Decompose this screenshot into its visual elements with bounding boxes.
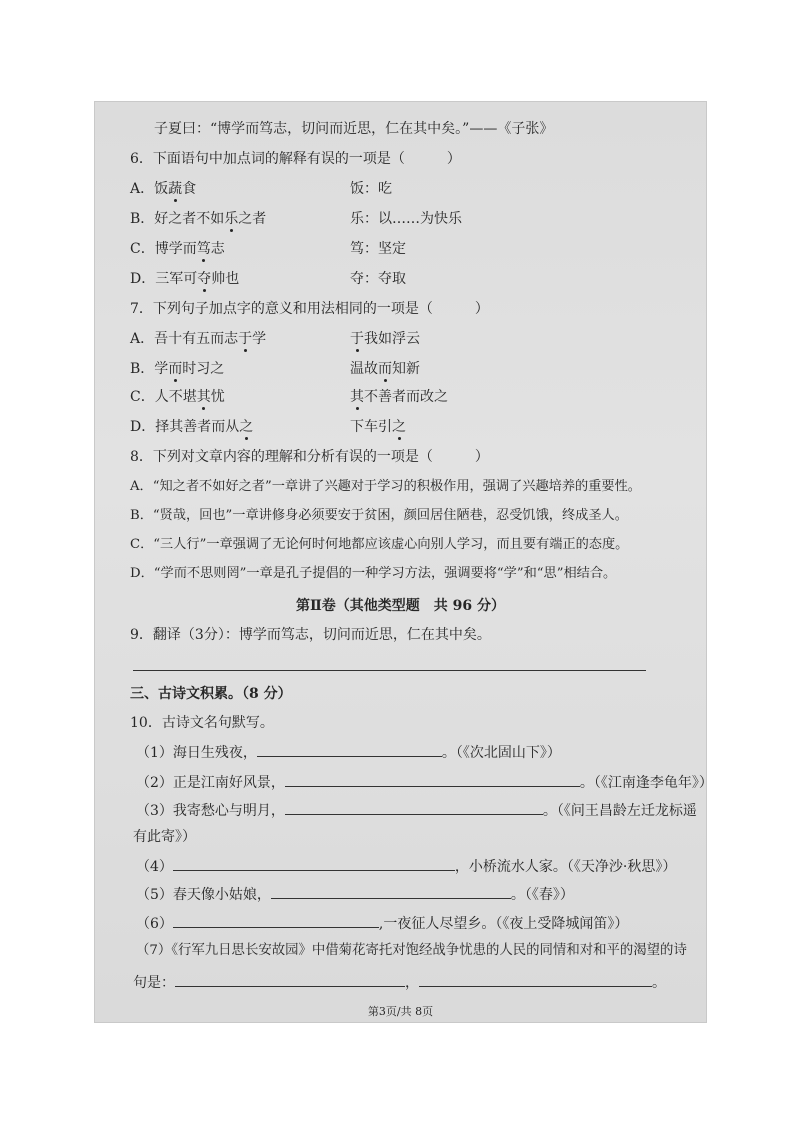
q6-option-d: D．三军可夺帅也 bbox=[130, 271, 240, 287]
q10-item-2: （2）正是江南好风景， 。（《江南逢李龟年》） bbox=[136, 772, 713, 792]
q10-item-4: （4） ，小桥流水人家。（《天净沙·秋思》） bbox=[136, 856, 676, 876]
q7-option-b-first: B．学而时习之 bbox=[130, 361, 225, 377]
q10-blank-4[interactable] bbox=[173, 856, 455, 871]
q6-stem: 6．下面语句中加点词的解释有误的一项是（ ） bbox=[130, 151, 461, 167]
page-footer: 第3页/共 8页 bbox=[367, 1005, 434, 1018]
q10-blank-7a[interactable] bbox=[175, 972, 405, 987]
header-quote: 子夏曰：“博学而笃志，切问而近思，仁在其中矣。”——《子张》 bbox=[154, 121, 554, 137]
q6-option-d-explanation: 夺：夺取 bbox=[350, 271, 406, 287]
q10-blank-6[interactable] bbox=[173, 913, 379, 928]
q10-stem: 10．古诗文名句默写。 bbox=[130, 715, 274, 731]
q6-option-a: A．饭蔬食 bbox=[130, 181, 197, 197]
q6-option-c-explanation: 笃：坚定 bbox=[350, 241, 406, 257]
q7-option-c-first: C．人不堪其忧 bbox=[130, 389, 225, 405]
q10-blank-7b[interactable] bbox=[419, 972, 652, 987]
q6-option-b-explanation: 乐：以……为快乐 bbox=[350, 211, 462, 227]
q10-blank-1[interactable] bbox=[257, 742, 442, 757]
q6-option-b: B．好之者不如乐之者 bbox=[130, 211, 267, 227]
q8-option-b: B．“贤哉，回也”一章讲修身必须要安于贫困，颜回居住陋巷，忍受饥饿，终成圣人。 bbox=[130, 508, 628, 523]
q7-option-d-first: D．择其善者而从之 bbox=[130, 419, 254, 435]
q7-option-a-first: A．吾十有五而志于学 bbox=[130, 331, 267, 347]
q10-item-5: （5）春天像小姑娘， 。（《春》） bbox=[136, 884, 574, 904]
q6-option-c: C．博学而笃志 bbox=[130, 241, 225, 257]
q8-stem: 8．下列对文章内容的理解和分析有误的一项是（ ） bbox=[130, 449, 489, 465]
q9-prompt: 9．翻译（3分）：博学而笃志，切问而近思，仁在其中矣。 bbox=[130, 627, 491, 643]
q7-option-b-second: 温故而知新 bbox=[350, 361, 420, 377]
section3-title: 三、古诗文积累。（8 分） bbox=[130, 686, 292, 702]
q10-blank-3[interactable] bbox=[285, 800, 543, 815]
q10-item-3: （3）我寄愁心与明月， 。（《问王昌龄左迁龙标遥 bbox=[136, 800, 697, 820]
q6-option-a-explanation: 饭：吃 bbox=[350, 181, 392, 197]
q8-option-c: C．“三人行”一章强调了无论何时何地都应该虚心向别人学习，而且要有端正的态度。 bbox=[130, 537, 629, 552]
q10-item-7-answer: 句是： ， 。 bbox=[133, 972, 666, 992]
q7-stem: 7．下列句子加点字的意义和用法相同的一项是（ ） bbox=[130, 301, 489, 317]
q10-item-6: （6） ,一夜征人尽望乡。（《夜上受降城闻笛》） bbox=[136, 913, 628, 933]
q8-option-a: A．“知之者不如好之者”一章讲了兴趣对于学习的积极作用，强调了兴趣培养的重要性。 bbox=[130, 479, 641, 494]
q7-option-a-second: 于我如浮云 bbox=[350, 331, 420, 347]
q10-item-7: （7）《行军九日思长安故园》中借菊花寄托对饱经战争忧患的人民的同情和对和平的渴望的诗 bbox=[136, 943, 687, 958]
q10-blank-5[interactable] bbox=[271, 884, 511, 899]
q9-answer-line[interactable] bbox=[133, 670, 646, 671]
q10-item-1: （1）海日生残夜， 。（《次北固山下》） bbox=[136, 742, 561, 762]
q7-option-c-second: 其不善者而改之 bbox=[350, 389, 448, 405]
part2-title: 第Ⅱ卷（其他类型题 共 96 分） bbox=[295, 598, 506, 614]
q8-option-d: D．“学而不思则罔”一章是孔子提倡的一种学习方法，强调要将“学”和“思”相结合。 bbox=[130, 566, 617, 581]
q10-blank-2[interactable] bbox=[285, 772, 580, 787]
q10-item-3-continued: 有此寄》） bbox=[133, 829, 196, 845]
q7-option-d-second: 下车引之 bbox=[350, 419, 406, 435]
